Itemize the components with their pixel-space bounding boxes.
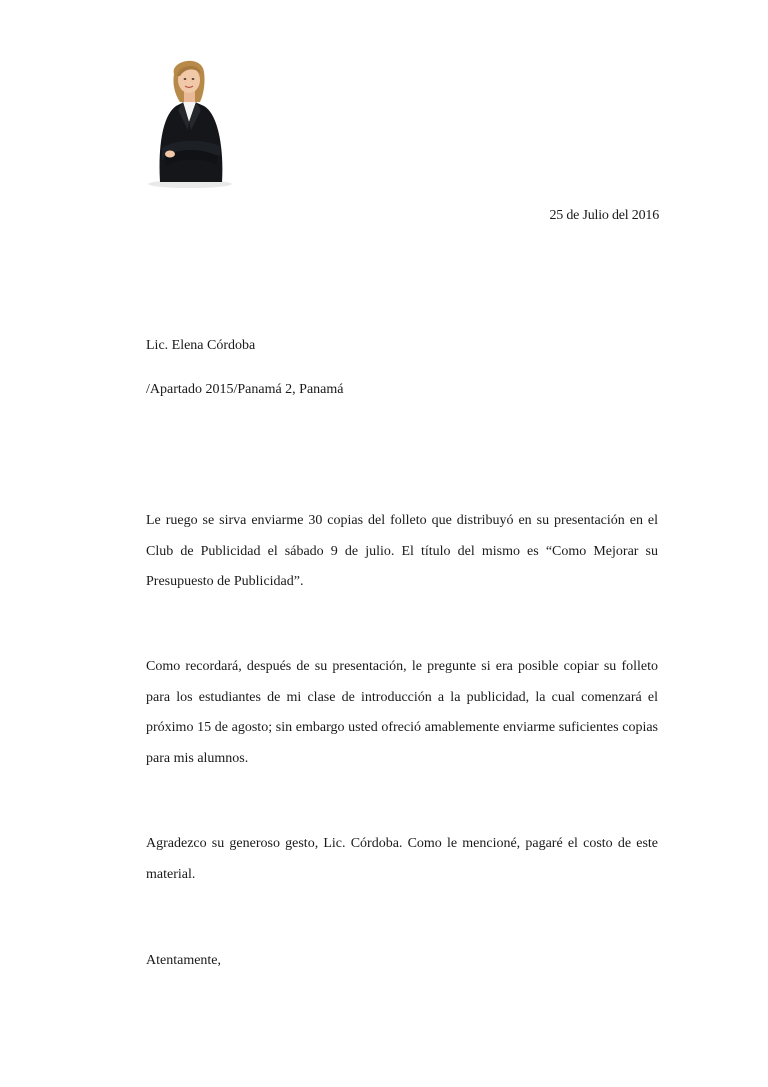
businesswoman-photo [140,52,240,188]
recipient-name: Lic. Elena Córdoba [146,338,256,353]
body-paragraph-2: Como recordará, después de su presentación, le pregunte si era posible copiar su folleto para los estudiantes de mi clase de introducción a la publicidad, la cual comenzará el próximo 15 de agosto; sin embargo usted ofreció amablemente enviarme suficientes copias para mis alumnos. [146,659,658,766]
closing: Atentamente, [146,953,222,968]
letter-date: 25 de Julio del 2016 [549,208,659,223]
body-paragraph-3: Agradezco su generoso gesto, Lic. Córdoba. Como le mencioné, pagaré el costo de este material. [146,836,658,882]
body-paragraph-1: Le ruego se sirva enviarme 30 copias del folleto que distribuyó en su presentación en el Club de Publicidad el sábado 9 de julio. El título del mismo es “Como Mejorar su Presupuesto de Publicidad”. [146,513,658,589]
recipient-address: /Apartado 2015/Panamá 2, Panamá [146,382,344,397]
